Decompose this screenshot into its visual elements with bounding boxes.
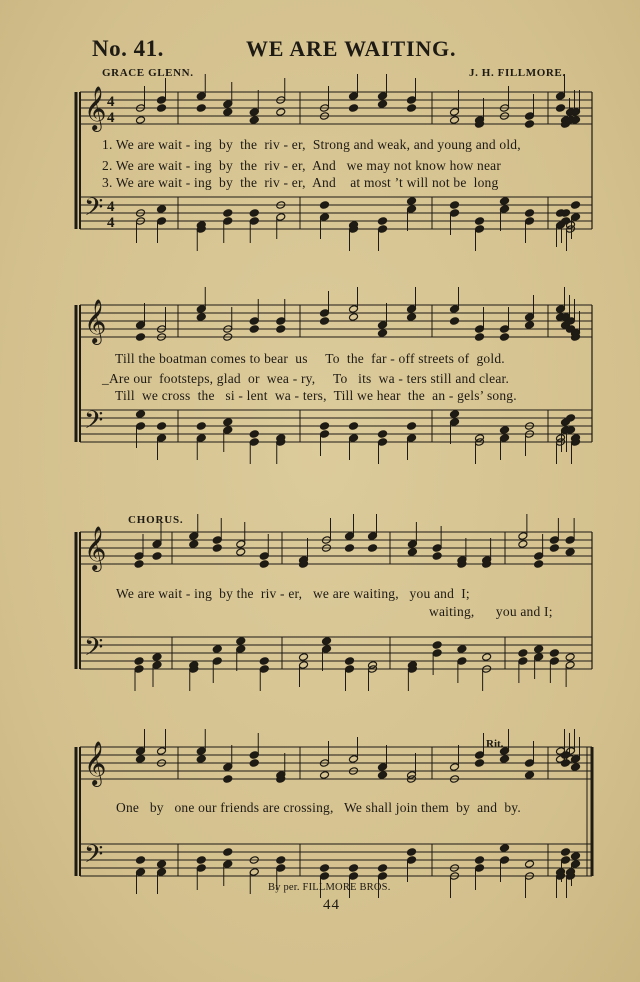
note-head (320, 309, 330, 318)
note-head (407, 197, 417, 206)
permission-note: By per. FILLMORE BROS. (268, 882, 391, 893)
page-number: 44 (323, 897, 340, 913)
note-head (223, 418, 233, 427)
note-head (549, 649, 559, 658)
note-head (378, 217, 388, 226)
note-head (500, 333, 510, 342)
note-head (407, 848, 417, 857)
note-head (525, 313, 535, 322)
lyricist-credit: GRACE GLENN. (102, 67, 194, 79)
note-head (276, 108, 286, 117)
note-head (407, 856, 417, 865)
note-head (349, 864, 359, 873)
note-head (345, 665, 355, 674)
note-head (500, 325, 510, 334)
note-head (500, 205, 510, 214)
note-head (322, 637, 332, 646)
treble-time-sig-bottom: 4 (107, 110, 115, 126)
note-head (212, 536, 222, 545)
treble-time-sig-top: 4 (107, 94, 115, 110)
note-head (196, 434, 206, 443)
note-head (378, 771, 388, 780)
note-head (157, 860, 167, 869)
note-head (475, 225, 485, 234)
note-head (407, 540, 417, 549)
note-head (152, 540, 162, 549)
note-head (349, 313, 359, 322)
note-head (525, 321, 535, 330)
note-head (157, 434, 167, 443)
note-head (349, 422, 359, 431)
note-head (378, 321, 388, 330)
note-head (378, 438, 388, 447)
note-head (378, 864, 388, 873)
note-head (236, 637, 246, 646)
bass-clef-icon: 𝄢 (84, 840, 104, 875)
note-head (236, 645, 246, 654)
note-head (500, 434, 510, 443)
note-head (320, 317, 330, 326)
note-head (500, 197, 510, 206)
note-head (152, 552, 162, 561)
note-head (223, 763, 233, 772)
note-head (556, 92, 566, 101)
note-head (299, 661, 309, 670)
note-head (223, 426, 233, 435)
note-head (518, 540, 528, 549)
note-head (518, 649, 528, 658)
note-head (475, 856, 485, 865)
note-head (378, 92, 388, 101)
note-head (134, 657, 144, 666)
note-head (157, 96, 167, 105)
note-head (407, 434, 417, 443)
note-head (565, 661, 575, 670)
note-head (549, 536, 559, 545)
note-head (320, 430, 330, 439)
note-head (136, 321, 146, 330)
note-head (534, 552, 544, 561)
note-head (561, 217, 571, 226)
note-head (276, 856, 286, 865)
chorus-line-2: waiting, you and I; (429, 604, 553, 619)
note-head (320, 872, 330, 881)
treble-clef-icon: 𝄞 (84, 299, 107, 343)
note-head (136, 868, 146, 877)
note-head (525, 771, 535, 780)
note-head (223, 108, 233, 117)
note-head (189, 532, 199, 541)
note-head (450, 418, 460, 427)
note-head (152, 661, 162, 670)
note-head (249, 325, 259, 334)
note-head (249, 751, 259, 760)
note-head (571, 763, 581, 772)
note-head (407, 205, 417, 214)
note-head (196, 856, 206, 865)
note-head (249, 217, 259, 226)
bass-clef-icon: 𝄢 (84, 633, 104, 668)
note-head (349, 872, 359, 881)
note-head (534, 560, 544, 569)
note-head (500, 755, 510, 764)
note-head (556, 305, 566, 314)
note-head (236, 540, 246, 549)
note-head (345, 532, 355, 541)
note-head (345, 657, 355, 666)
note-head (196, 313, 206, 322)
note-head (223, 848, 233, 857)
note-head (249, 108, 259, 117)
note-head (259, 552, 269, 561)
note-head (525, 759, 535, 768)
note-head (249, 209, 259, 218)
note-head (189, 540, 199, 549)
note-head (157, 868, 167, 877)
note-head (276, 325, 286, 334)
note-head (249, 116, 259, 125)
note-head (450, 201, 460, 210)
note-head (157, 205, 167, 214)
note-head (349, 92, 359, 101)
note-head (136, 422, 146, 431)
note-head (368, 532, 378, 541)
note-head (525, 217, 535, 226)
verse-3-line-2: Till we cross the si - lent wa - ters, Till we hear the an - gels’ song. (115, 388, 517, 403)
note-head (212, 645, 222, 654)
bass-clef-icon: 𝄢 (84, 193, 104, 228)
note-head (378, 430, 388, 439)
note-head (259, 657, 269, 666)
note-head (457, 657, 467, 666)
note-head (475, 864, 485, 873)
composer-credit: J. H. FILLMORE. (469, 67, 566, 79)
note-head (136, 116, 146, 125)
ritardando-mark: Rit. (486, 738, 504, 750)
note-head (378, 100, 388, 109)
note-head (378, 225, 388, 234)
chorus-line-1: We are wait - ing by the riv - er, we are waiting, you and I; (116, 586, 470, 601)
note-head (534, 653, 544, 662)
note-head (407, 422, 417, 431)
note-head (500, 426, 510, 435)
note-head (566, 414, 576, 423)
note-head (565, 536, 575, 545)
note-head (407, 548, 417, 557)
note-head (196, 104, 206, 113)
note-head (276, 317, 286, 326)
note-head (249, 868, 259, 877)
note-head (349, 305, 359, 314)
note-head (525, 209, 535, 218)
verse-2-line-2: _Are our footsteps, glad or wea - ry, To its wa - ters still and clear. (102, 371, 510, 386)
note-head (432, 641, 442, 650)
note-head (196, 755, 206, 764)
note-head (276, 213, 286, 222)
note-head (276, 864, 286, 873)
note-head (157, 217, 167, 226)
note-head (223, 100, 233, 109)
hymn-title: WE ARE WAITING. (246, 36, 457, 61)
note-head (450, 116, 460, 125)
note-head (134, 552, 144, 561)
note-head (196, 747, 206, 756)
note-head (450, 410, 460, 419)
note-head (378, 329, 388, 338)
note-head (259, 560, 269, 569)
note-head (482, 653, 492, 662)
note-head (571, 201, 581, 210)
note-head (223, 860, 233, 869)
note-head (565, 653, 575, 662)
note-head (571, 213, 581, 222)
hymn-number: No. 41. (92, 36, 164, 61)
note-head (475, 333, 485, 342)
note-head (136, 856, 146, 865)
note-head (432, 649, 442, 658)
bass-time-sig-top: 4 (107, 199, 115, 215)
chorus-label: CHORUS. (128, 514, 184, 526)
note-head (525, 860, 535, 869)
note-head (432, 544, 442, 553)
note-head (320, 422, 330, 431)
note-head (475, 751, 485, 760)
note-head (450, 305, 460, 314)
note-head (322, 645, 332, 654)
note-head (223, 217, 233, 226)
verse-1-line-2: Till the boatman comes to bear us To the far - off streets of gold. (115, 351, 505, 366)
note-head (134, 665, 144, 674)
note-head (223, 775, 233, 784)
note-head (320, 864, 330, 873)
note-head (136, 410, 146, 419)
note-head (157, 422, 167, 431)
verse-1-line-1: 1. We are wait - ing by the riv - er, Strong and weak, and young and old, (102, 137, 521, 152)
note-head (475, 759, 485, 768)
note-head (320, 213, 330, 222)
note-head (407, 104, 417, 113)
note-head (407, 313, 417, 322)
note-head (549, 544, 559, 553)
note-head (518, 657, 528, 666)
note-head (259, 665, 269, 674)
note-head (236, 548, 246, 557)
note-head (349, 755, 359, 764)
note-head (571, 860, 581, 869)
note-head (223, 209, 233, 218)
note-head (196, 92, 206, 101)
note-head (152, 653, 162, 662)
note-head (136, 333, 146, 342)
treble-clef-icon: 𝄞 (84, 526, 107, 570)
note-head (249, 317, 259, 326)
note-head (196, 422, 206, 431)
note-head (345, 544, 355, 553)
note-head (378, 872, 388, 881)
note-head (249, 430, 259, 439)
note-head (561, 759, 571, 768)
note-head (320, 201, 330, 210)
note-head (571, 852, 581, 861)
note-head (534, 645, 544, 654)
note-head (349, 104, 359, 113)
note-head (561, 751, 571, 760)
note-head (565, 548, 575, 557)
note-head (500, 856, 510, 865)
verse-2-line-1: 2. We are wait - ing by the riv - er, And we may not know how near (102, 158, 502, 173)
note-head (561, 848, 571, 857)
note-head (212, 544, 222, 553)
note-head (450, 209, 460, 218)
note-head (212, 657, 222, 666)
treble-clef-icon: 𝄞 (84, 741, 107, 785)
note-head (525, 112, 535, 121)
note-head (157, 747, 167, 756)
closing-line: One by one our friends are crossing, We shall join them by and by. (116, 800, 521, 815)
note-head (525, 120, 535, 129)
note-head (561, 856, 571, 865)
note-head (407, 305, 417, 314)
note-head (549, 657, 559, 666)
note-head (556, 104, 566, 113)
note-head (249, 759, 259, 768)
note-head (320, 771, 330, 780)
note-head (450, 317, 460, 326)
note-head (457, 645, 467, 654)
note-head (407, 96, 417, 105)
note-head (378, 763, 388, 772)
note-head (566, 747, 576, 756)
note-head (450, 763, 460, 772)
bass-time-sig-bottom: 4 (107, 215, 115, 231)
bass-clef-icon: 𝄢 (84, 406, 104, 441)
note-head (299, 653, 309, 662)
note-head (136, 755, 146, 764)
note-head (134, 560, 144, 569)
note-head (450, 108, 460, 117)
note-head (518, 532, 528, 541)
note-head (249, 438, 259, 447)
note-head (432, 552, 442, 561)
note-head (196, 305, 206, 314)
note-head (349, 434, 359, 443)
treble-clef-icon: 𝄞 (84, 86, 107, 130)
note-head (157, 104, 167, 113)
note-head (136, 747, 146, 756)
verse-3-line-1: 3. We are wait - ing by the riv - er, And at most ’t will not be long (102, 175, 499, 190)
note-head (475, 325, 485, 334)
note-head (368, 544, 378, 553)
note-head (500, 844, 510, 853)
note-head (475, 217, 485, 226)
note-head (196, 864, 206, 873)
